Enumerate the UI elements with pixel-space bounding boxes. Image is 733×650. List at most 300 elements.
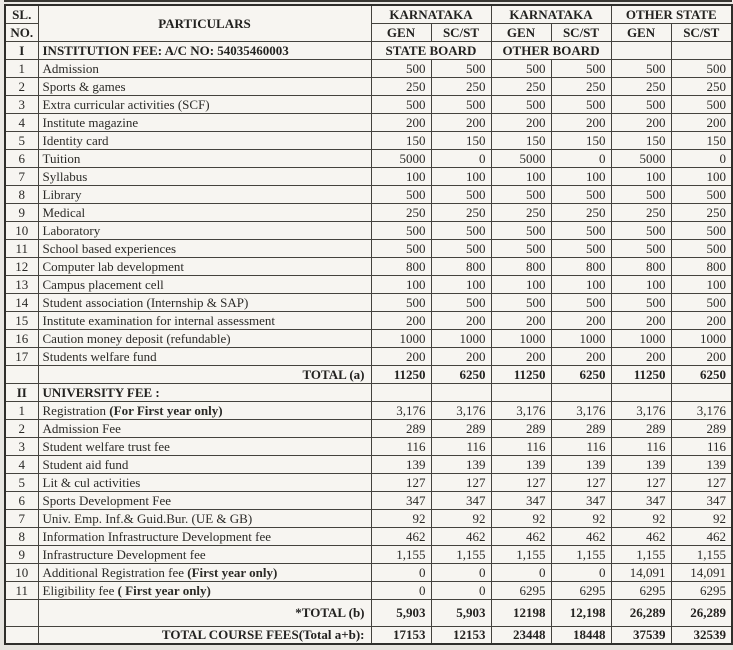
sl-cell: 9 (5, 203, 38, 221)
value-cell: 462 (491, 527, 551, 545)
value-cell: 200 (671, 311, 732, 329)
table-row (5, 455, 732, 473)
particulars-cell (38, 455, 371, 473)
value-cell: 116 (431, 437, 491, 455)
value-cell: 250 (491, 203, 551, 221)
value-cell: 92 (431, 509, 491, 527)
value-cell: 1,155 (371, 545, 431, 563)
particulars-text: Sports & games (42, 78, 126, 94)
value-cell: 150 (491, 131, 551, 149)
value-cell: 800 (431, 257, 491, 275)
table-row (5, 149, 732, 167)
sl-cell: 8 (5, 527, 38, 545)
table-row (5, 77, 732, 95)
value-cell: 92 (611, 509, 671, 527)
particulars-text: Campus placement cell (42, 276, 164, 292)
table-row (5, 131, 732, 149)
value-cell: 500 (551, 221, 611, 239)
particulars-cell (38, 95, 371, 113)
particulars-cell (38, 329, 371, 347)
particulars-cell (38, 509, 371, 527)
particulars-text: Library (42, 186, 82, 202)
table-row (5, 113, 732, 131)
table-row (5, 311, 732, 329)
header-gen-2: GEN (491, 23, 551, 41)
sl-cell: 10 (5, 221, 38, 239)
value-cell: 500 (431, 293, 491, 311)
value-cell: 500 (431, 95, 491, 113)
value-cell: 462 (431, 527, 491, 545)
value-cell: 100 (431, 275, 491, 293)
value-cell: 6295 (491, 581, 551, 599)
value-cell: 1000 (371, 329, 431, 347)
value-cell: 200 (551, 347, 611, 365)
value-cell: 1,155 (491, 545, 551, 563)
value-cell: 92 (551, 509, 611, 527)
table-row (5, 581, 732, 599)
particulars-text: Institute magazine (42, 114, 139, 130)
table-row (5, 437, 732, 455)
value-cell: 6295 (611, 581, 671, 599)
value-cell: 250 (431, 203, 491, 221)
value-cell: 100 (551, 167, 611, 185)
value-cell: 800 (491, 257, 551, 275)
value-cell: 32539 (671, 626, 732, 644)
particulars-text: Laboratory (42, 222, 101, 238)
value-cell: 11250 (611, 365, 671, 383)
value-cell: 289 (491, 419, 551, 437)
table-row (5, 527, 732, 545)
table-row (5, 473, 732, 491)
value-cell: 289 (611, 419, 671, 437)
header-group-karnataka-2: KARNATAKA (491, 5, 611, 23)
value-cell: 347 (611, 491, 671, 509)
sl-cell: 1 (5, 59, 38, 77)
value-cell: 200 (491, 311, 551, 329)
value-cell: 500 (371, 293, 431, 311)
value-cell: 500 (371, 59, 431, 77)
table-row (5, 293, 732, 311)
value-cell: 127 (551, 473, 611, 491)
value-cell: 0 (371, 563, 431, 581)
value-cell: 500 (371, 239, 431, 257)
value-cell: 250 (551, 203, 611, 221)
particulars-text: Student association (Internship & SAP) (42, 294, 249, 310)
value-cell: 3,176 (611, 401, 671, 419)
particulars-cell (38, 239, 371, 257)
value-cell: 347 (371, 491, 431, 509)
particulars-bold-text: (For First year only) (109, 402, 223, 418)
page-top-edge (4, 0, 732, 2)
value-cell: 500 (671, 221, 732, 239)
particulars-text: Institute examination for internal assessment (42, 312, 275, 328)
particulars-bold-text: ( First year only) (117, 582, 211, 598)
value-cell: 100 (491, 167, 551, 185)
value-cell: 150 (551, 131, 611, 149)
particulars-text: Registration (42, 402, 110, 418)
particulars-cell (38, 257, 371, 275)
value-cell: 116 (611, 437, 671, 455)
value-cell: 500 (551, 59, 611, 77)
particulars-text: Admission (42, 60, 99, 76)
value-cell: 12153 (431, 626, 491, 644)
value-cell: 11250 (371, 365, 431, 383)
value-cell: 1000 (671, 329, 732, 347)
table-row (5, 419, 732, 437)
value-cell: 127 (371, 473, 431, 491)
value-cell: 0 (551, 563, 611, 581)
table-row (5, 257, 732, 275)
value-cell: 5,903 (431, 599, 491, 626)
table-row (5, 563, 732, 581)
particulars-text: School based experiences (42, 240, 177, 256)
value-cell: 200 (671, 347, 732, 365)
value-cell: 127 (671, 473, 732, 491)
particulars-cell (38, 581, 371, 599)
table-row (5, 347, 732, 365)
section-title-cell: UNIVERSITY FEE : (38, 383, 371, 401)
particulars-cell (38, 77, 371, 95)
value-cell: 139 (371, 455, 431, 473)
particulars-text: Students welfare fund (42, 348, 157, 364)
particulars-cell (38, 437, 371, 455)
sl-cell: 4 (5, 113, 38, 131)
header-no: NO. (5, 23, 38, 41)
value-cell: 200 (431, 113, 491, 131)
value-cell: 500 (551, 293, 611, 311)
value-cell: 800 (611, 257, 671, 275)
particulars-cell (38, 563, 371, 581)
value-cell: 5000 (611, 149, 671, 167)
value-cell: 500 (551, 95, 611, 113)
value-cell: 100 (611, 275, 671, 293)
particulars-cell (38, 545, 371, 563)
value-cell: 150 (611, 131, 671, 149)
sl-cell: 7 (5, 509, 38, 527)
value-cell: 500 (491, 293, 551, 311)
value-cell: 250 (491, 77, 551, 95)
header-group-karnataka-1: KARNATAKA (371, 5, 491, 23)
value-cell: 100 (371, 275, 431, 293)
value-cell: 127 (611, 473, 671, 491)
particulars-cell (38, 167, 371, 185)
sl-cell: 15 (5, 311, 38, 329)
total-label-cell: TOTAL (a) (38, 365, 371, 383)
value-cell: 250 (611, 203, 671, 221)
value-cell: 800 (551, 257, 611, 275)
value-cell: 3,176 (671, 401, 732, 419)
particulars-cell (38, 221, 371, 239)
value-cell: 250 (551, 77, 611, 95)
header-group-other-state: OTHER STATE (611, 5, 732, 23)
value-cell: 500 (611, 293, 671, 311)
value-cell: 500 (431, 185, 491, 203)
sl-cell (5, 365, 38, 383)
value-cell: 5000 (491, 149, 551, 167)
value-cell: 200 (611, 113, 671, 131)
particulars-cell (38, 527, 371, 545)
value-cell: 200 (431, 347, 491, 365)
value-cell: 0 (431, 581, 491, 599)
value-cell: 150 (371, 131, 431, 149)
value-cell: 500 (491, 59, 551, 77)
value-cell: 500 (671, 59, 732, 77)
value-cell: 1,155 (551, 545, 611, 563)
value-cell: 500 (671, 293, 732, 311)
particulars-cell (38, 311, 371, 329)
table-row (5, 95, 732, 113)
particulars-text: Eligibility fee (42, 582, 118, 598)
particulars-text: Information Infrastructure Development fee (42, 528, 271, 544)
total-label-cell: *TOTAL (b) (38, 599, 371, 626)
value-cell: 23448 (491, 626, 551, 644)
value-cell: 0 (491, 563, 551, 581)
value-cell: 26,289 (611, 599, 671, 626)
value-cell: 289 (671, 419, 732, 437)
sl-cell: 17 (5, 347, 38, 365)
value-cell: 100 (671, 275, 732, 293)
fee-table (4, 4, 733, 645)
particulars-cell (38, 149, 371, 167)
sl-cell: 6 (5, 149, 38, 167)
value-cell: 0 (551, 149, 611, 167)
particulars-cell (38, 113, 371, 131)
table-row (5, 329, 732, 347)
value-cell: 11250 (491, 365, 551, 383)
particulars-cell (38, 401, 371, 419)
value-cell: 14,091 (671, 563, 732, 581)
table-row (5, 167, 732, 185)
value-cell: 500 (551, 239, 611, 257)
value-cell: 200 (491, 347, 551, 365)
value-cell: 347 (551, 491, 611, 509)
particulars-text: Infrastructure Development fee (42, 546, 206, 562)
table-row (5, 275, 732, 293)
header-gen-1: GEN (371, 23, 431, 41)
value-cell: 347 (431, 491, 491, 509)
value-cell: 500 (491, 185, 551, 203)
value-cell: 150 (671, 131, 732, 149)
value-cell: 0 (671, 149, 732, 167)
value-cell: 116 (371, 437, 431, 455)
particulars-cell (38, 185, 371, 203)
particulars-text: Lit & cul activities (42, 474, 141, 490)
value-cell: 92 (671, 509, 732, 527)
value-cell: 250 (671, 203, 732, 221)
value-cell: 500 (431, 59, 491, 77)
particulars-text: Student welfare trust fee (42, 438, 170, 454)
value-cell: 500 (611, 59, 671, 77)
value-cell: 1000 (491, 329, 551, 347)
value-cell: 500 (671, 239, 732, 257)
sl-cell: 1 (5, 401, 38, 419)
value-cell: 92 (371, 509, 431, 527)
empty-cell (671, 41, 732, 59)
empty-cell (611, 383, 671, 401)
grand-total-row (5, 626, 732, 644)
sl-cell: 5 (5, 131, 38, 149)
total-a-row (5, 365, 732, 383)
value-cell: 250 (611, 77, 671, 95)
value-cell: 500 (671, 185, 732, 203)
value-cell: 200 (371, 347, 431, 365)
sl-cell (5, 599, 38, 626)
value-cell: 1,155 (671, 545, 732, 563)
value-cell: 1,155 (611, 545, 671, 563)
value-cell: 800 (671, 257, 732, 275)
table-row (5, 509, 732, 527)
value-cell: 127 (431, 473, 491, 491)
table-row (5, 185, 732, 203)
value-cell: 200 (551, 113, 611, 131)
table-row (5, 203, 732, 221)
sl-cell: 2 (5, 77, 38, 95)
value-cell: 139 (491, 455, 551, 473)
sl-cell: 2 (5, 419, 38, 437)
sl-cell: 4 (5, 455, 38, 473)
table-row (5, 59, 732, 77)
particulars-text: Univ. Emp. Inf.& Guid.Bur. (UE & GB) (42, 510, 253, 526)
value-cell: 139 (611, 455, 671, 473)
value-cell: 116 (491, 437, 551, 455)
particulars-cell (38, 131, 371, 149)
value-cell: 17153 (371, 626, 431, 644)
section-sl-cell: I (5, 41, 38, 59)
value-cell: 18448 (551, 626, 611, 644)
value-cell: 3,176 (431, 401, 491, 419)
value-cell: 200 (611, 311, 671, 329)
header-scst-1: SC/ST (431, 23, 491, 41)
value-cell: 500 (371, 221, 431, 239)
value-cell: 1000 (431, 329, 491, 347)
value-cell: 500 (611, 95, 671, 113)
board-label-other: OTHER BOARD (491, 41, 611, 59)
value-cell: 347 (491, 491, 551, 509)
particulars-text: Extra curricular activities (SCF) (42, 96, 210, 112)
header-scst-3: SC/ST (671, 23, 732, 41)
value-cell: 100 (491, 275, 551, 293)
value-cell: 500 (371, 185, 431, 203)
value-cell: 250 (671, 77, 732, 95)
particulars-text: Tuition (42, 150, 81, 166)
value-cell: 1000 (551, 329, 611, 347)
empty-cell (671, 383, 732, 401)
sl-cell: 3 (5, 95, 38, 113)
particulars-cell (38, 203, 371, 221)
value-cell: 139 (431, 455, 491, 473)
particulars-text: Admission Fee (42, 420, 121, 436)
value-cell: 250 (431, 77, 491, 95)
value-cell: 462 (671, 527, 732, 545)
value-cell: 500 (671, 95, 732, 113)
value-cell: 6250 (551, 365, 611, 383)
sl-cell: 3 (5, 437, 38, 455)
header-sl: SL. (5, 5, 38, 23)
value-cell: 150 (431, 131, 491, 149)
value-cell: 200 (371, 113, 431, 131)
section-sl-cell: II (5, 383, 38, 401)
header-row-groups (5, 5, 732, 23)
value-cell: 462 (611, 527, 671, 545)
empty-cell (491, 383, 551, 401)
header-scst-2: SC/ST (551, 23, 611, 41)
header-gen-3: GEN (611, 23, 671, 41)
value-cell: 100 (551, 275, 611, 293)
sl-cell: 8 (5, 185, 38, 203)
value-cell: 6250 (431, 365, 491, 383)
board-label-state: STATE BOARD (371, 41, 491, 59)
particulars-text: Student aid fund (42, 456, 129, 472)
total-label-cell: TOTAL COURSE FEES(Total a+b): (38, 626, 371, 644)
value-cell: 139 (551, 455, 611, 473)
value-cell: 26,289 (671, 599, 732, 626)
particulars-text: Identity card (42, 132, 109, 148)
value-cell: 500 (491, 221, 551, 239)
particulars-cell (38, 347, 371, 365)
value-cell: 116 (551, 437, 611, 455)
table-row (5, 491, 732, 509)
value-cell: 1000 (611, 329, 671, 347)
value-cell: 289 (431, 419, 491, 437)
section-header-row (5, 383, 732, 401)
value-cell: 800 (371, 257, 431, 275)
value-cell: 3,176 (491, 401, 551, 419)
particulars-cell (38, 275, 371, 293)
value-cell: 3,176 (371, 401, 431, 419)
empty-cell (551, 383, 611, 401)
section-header-row (5, 41, 732, 59)
value-cell: 250 (371, 77, 431, 95)
particulars-text: Sports Development Fee (42, 492, 172, 508)
value-cell: 200 (671, 113, 732, 131)
empty-cell (431, 383, 491, 401)
particulars-cell (38, 293, 371, 311)
value-cell: 200 (491, 113, 551, 131)
value-cell: 6295 (671, 581, 732, 599)
header-particulars: PARTICULARS (38, 5, 371, 41)
value-cell: 462 (371, 527, 431, 545)
sl-cell: 10 (5, 563, 38, 581)
value-cell: 500 (611, 185, 671, 203)
particulars-cell (38, 473, 371, 491)
table-row (5, 401, 732, 419)
value-cell: 0 (431, 563, 491, 581)
value-cell: 5000 (371, 149, 431, 167)
value-cell: 0 (431, 149, 491, 167)
value-cell: 14,091 (611, 563, 671, 581)
value-cell: 500 (491, 239, 551, 257)
value-cell: 500 (431, 221, 491, 239)
value-cell: 347 (671, 491, 732, 509)
particulars-text: Syllabus (42, 168, 88, 184)
value-cell: 0 (371, 581, 431, 599)
section-title-cell: INSTITUTION FEE: A/C NO: 54035460003 (38, 41, 371, 59)
value-cell: 12198 (491, 599, 551, 626)
particulars-text: Computer lab development (42, 258, 185, 274)
value-cell: 1,155 (431, 545, 491, 563)
sl-cell: 14 (5, 293, 38, 311)
table-row (5, 239, 732, 257)
value-cell: 6250 (671, 365, 732, 383)
value-cell: 92 (491, 509, 551, 527)
value-cell: 200 (371, 311, 431, 329)
value-cell: 500 (551, 185, 611, 203)
value-cell: 139 (671, 455, 732, 473)
particulars-bold-text: (First year only) (187, 564, 278, 580)
value-cell: 100 (431, 167, 491, 185)
value-cell: 250 (371, 203, 431, 221)
table-row (5, 221, 732, 239)
